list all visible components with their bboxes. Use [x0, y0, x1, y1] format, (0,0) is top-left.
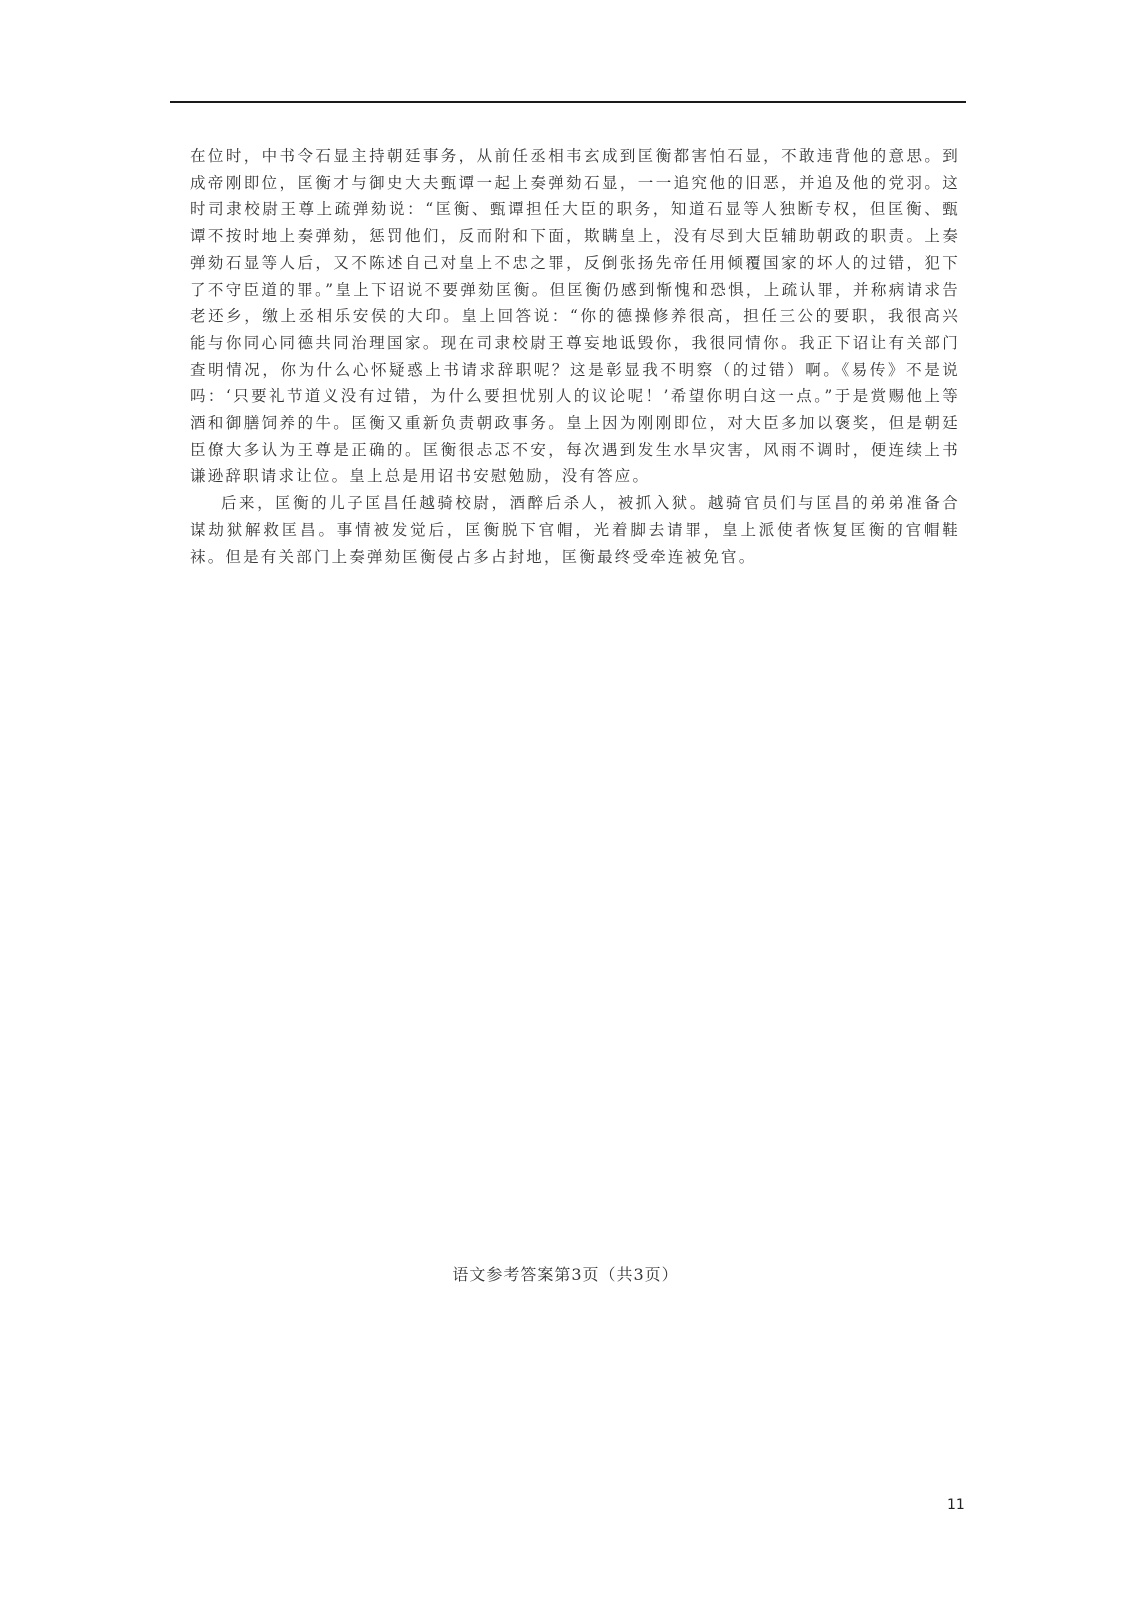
- paragraph-1: 在位时，中书令石显主持朝廷事务，从前任丞相韦玄成到匡衡都害怕石显，不敢违背他的意思。到成帝刚即位，匡衡才与御史大夫甄谭一起上奏弹劾石显，一一追究他的旧恶，并追及他的党羽。这时司隶校尉王尊上疏弹劾说：“匡衡、甄谭担任大臣的职务，知道石显等人独断专权，但匡衡、甄谭不按时地上奏弹劾，惩罚他们，反而附和下面，欺瞒皇上，没有尽到大臣辅助朝政的职责。上奏弹劾石显等人后，又不陈述自己对皇上不忠之罪，反倒张扬先帝任用倾覆国家的坏人的过错，犯下了不守臣道的罪。”皇上下诏说不要弹劾匡衡。但匡衡仍感到惭愧和恐惧，上疏认罪，并称病请求告老还乡，缴上丞相乐安侯的大印。皇上回答说：“你的德操修养很高，担任三公的要职，我很高兴能与你同心同德共同治理国家。现在司隶校尉王尊妄地诋毁你，我很同情你。我正下诏让有关部门查明情况，你为什么心怀疑惑上书请求辞职呢？这是彰显我不明察（的过错）啊。《易传》不是说吗：‘只要礼节道义没有过错，为什么要担忧别人的议论呢！’希望你明白这一点。”于是赏赐他上等酒和御膳饲养的牛。匡衡又重新负责朝政事务。皇上因为刚刚即位，对大臣多加以褒奖，但是朝廷臣僚大多认为王尊是正确的。匡衡很忐忑不安，每次遇到发生水旱灾害，风雨不调时，便连续上书谦逊辞职请求让位。皇上总是用诏书安慰勉励，没有答应。: [190, 147, 960, 486]
- page-footer: 语文参考答案第3页（共3页）: [452, 1265, 679, 1284]
- header-rule: [170, 101, 966, 103]
- page-number: 11: [947, 1497, 965, 1513]
- paragraph-2: 后来，匡衡的儿子匡昌任越骑校尉，酒醉后杀人，被抓入狱。越骑官员们与匡昌的弟弟准备合谋劫狱解救匡昌。事情被发觉后，匡衡脱下官帽，光着脚去请罪，皇上派使者恢复匡衡的官帽鞋袜。但是有关部门上奏弹劾匡衡侵占多占封地，匡衡最终受牵连被免官。: [190, 494, 960, 566]
- answer-text: [190, 143, 960, 570]
